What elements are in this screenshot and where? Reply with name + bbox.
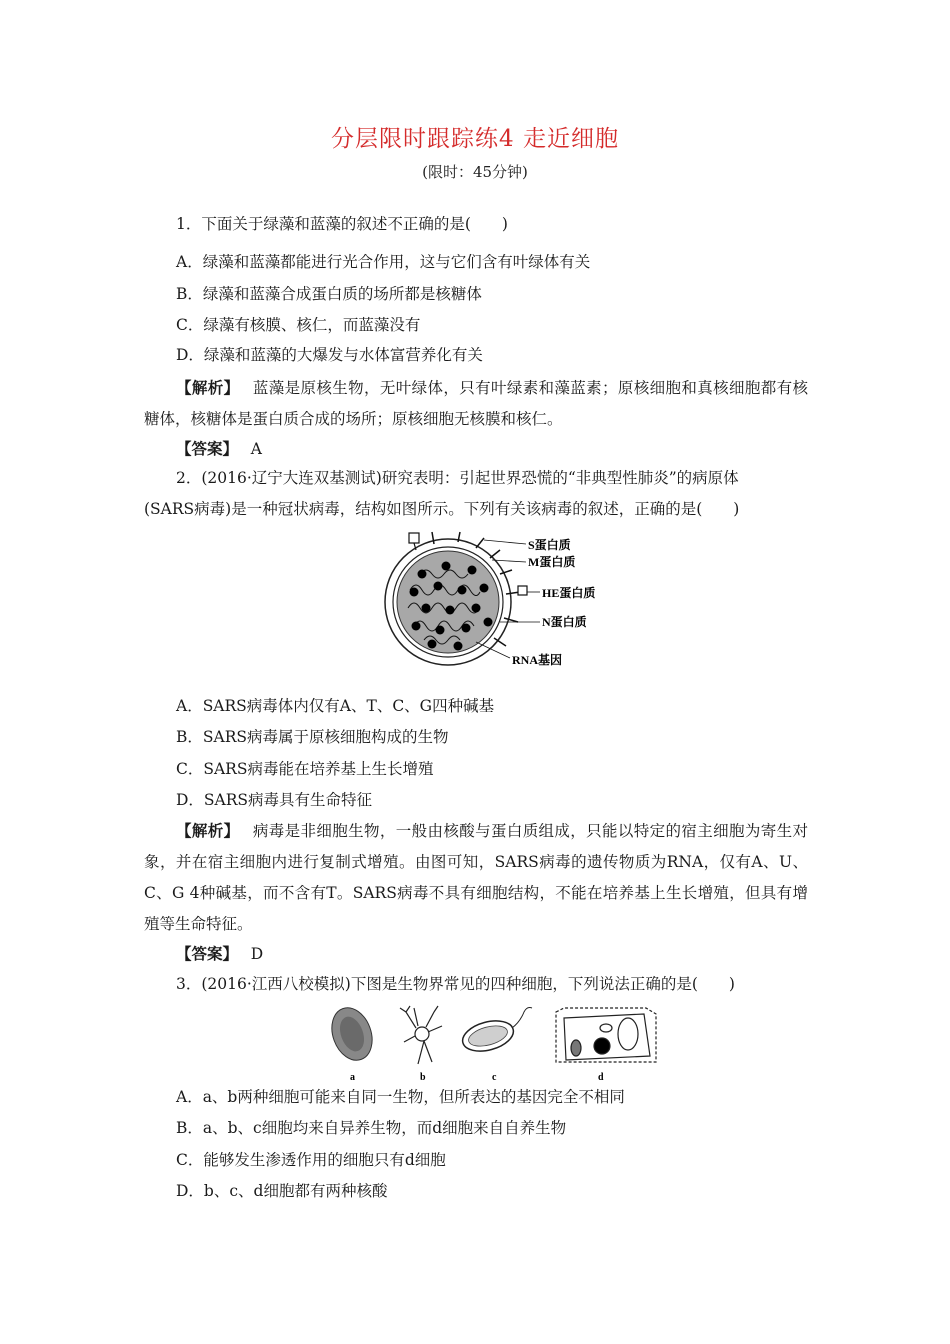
question-1-stem: 1．下面关于绿藻和蓝藻的叙述不正确的是( )	[176, 215, 508, 233]
cell-label-b: b	[420, 1072, 426, 1083]
question-3-option-a: A．a、b两种细胞可能来自同一生物，但所表达的基因完全不相同	[176, 1088, 625, 1106]
answer-value: D	[250, 945, 264, 963]
question-2-stem-line-2: (SARS病毒)是一种冠状病毒，结构如图所示。下列有关该病毒的叙述，正确的是( )	[144, 500, 740, 518]
question-1-option-c: C．绿藻有核膜、核仁，而蓝藻没有	[176, 316, 421, 334]
question-2-option-a: A．SARS病毒体内仅有A、T、C、G四种碱基	[176, 697, 495, 715]
four-cells-figure	[320, 1004, 660, 1084]
plant-cell-image	[556, 1008, 656, 1062]
n-protein-label: N蛋白质	[542, 615, 587, 629]
question-3-option-c: C．能够发生渗透作用的细胞只有d细胞	[176, 1151, 446, 1169]
question-2-option-c: C．SARS病毒能在培养基上生长增殖	[176, 760, 434, 778]
answer-value: A	[250, 440, 262, 458]
question-2-stem-line-1: 2．(2016·辽宁大连双基测试)研究表明：引起世界恐慌的“非典型性肺炎”的病原体	[176, 469, 739, 487]
question-2-analysis	[144, 815, 808, 940]
question-2-option-b: B．SARS病毒属于原核细胞构成的生物	[176, 728, 449, 746]
question-1-option-d: D．绿藻和蓝藻的大爆发与水体富营养化有关	[176, 346, 483, 364]
he-protein-label: HE蛋白质	[542, 586, 596, 600]
question-2-option-d: D．SARS病毒具有生命特征	[176, 791, 373, 809]
question-3-option-d: D．b、c、d细胞都有两种核酸	[176, 1182, 388, 1200]
question-3-option-b: B．a、b、c细胞均来自异养生物，而d细胞来自自养生物	[176, 1119, 567, 1137]
question-1-option-a: A．绿藻和蓝藻都能进行光合作用，这与它们含有叶绿体有关	[176, 253, 591, 271]
neuron-image	[400, 1006, 442, 1064]
m-protein-label: M蛋白质	[528, 555, 576, 569]
page-title: 分层限时跟踪练4 走近细胞	[331, 126, 619, 152]
analysis-label: 【解析】	[176, 378, 232, 397]
answer-label: 【答案】	[176, 944, 231, 963]
cell-label-d: d	[598, 1072, 604, 1083]
rna-gene-label: RNA基因	[512, 653, 562, 667]
sars-virus-diagram	[380, 530, 610, 675]
cell-label-a: a	[350, 1072, 355, 1083]
question-2-answer	[176, 944, 263, 964]
answer-label: 【答案】	[176, 439, 231, 458]
time-limit: (限时：45分钟)	[422, 163, 528, 181]
question-1-analysis	[144, 372, 808, 435]
s-protein-label: S蛋白质	[528, 538, 571, 552]
analysis-label: 【解析】	[176, 821, 232, 840]
question-1-answer	[176, 439, 262, 459]
analysis-text: 病毒是非细胞生物，一般由核酸与蛋白质组成，只能以特定的宿主细胞为寄生对象，并在宿主细胞内进行复制式增殖。由图可知，SARS病毒的遗传物质为RNA，仅有A、U、C、G 4种碱基，而不含有T。SARS病毒不具有细胞结构，不能在培养基上生长增殖，但具有增殖等生命特征。	[144, 822, 808, 933]
red-blood-cell-image	[325, 1004, 379, 1066]
question-3-stem: 3．(2016·江西八校模拟)下图是生物界常见的四种细胞，下列说法正确的是( )	[176, 975, 735, 993]
question-1-option-b: B．绿藻和蓝藻合成蛋白质的场所都是核糖体	[176, 285, 482, 303]
analysis-text: 蓝藻是原核生物，无叶绿体，只有叶绿素和藻蓝素；原核细胞和真核细胞都有核糖体，核糖体是蛋白质合成的场所；原核细胞无核膜和核仁。	[144, 379, 808, 428]
cell-label-c: c	[492, 1072, 497, 1083]
bacterium-image	[459, 1008, 532, 1057]
